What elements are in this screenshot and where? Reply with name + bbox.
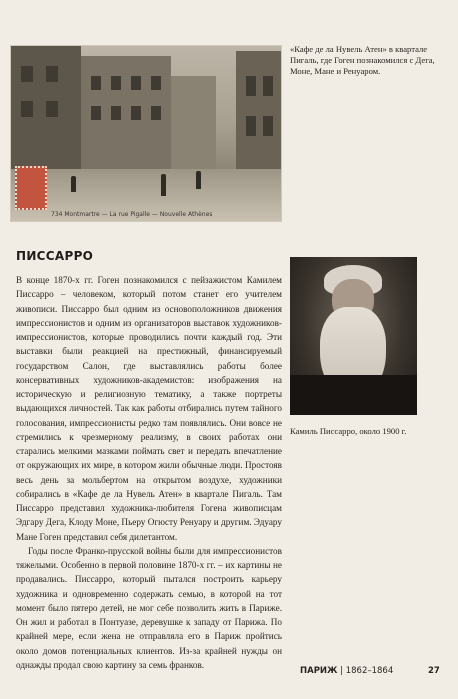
page-number: 27 xyxy=(428,666,440,676)
paragraph: В конце 1870-х гг. Гоген познакомился с пейзажистом Камилем Писсарро – человеком, который потом станет его учителем живописи. Писсарро был одним из основоположников движения импрессионистов и одним из организаторов выставок художников-импрессионистов, которые проводились почти каждый год. Эти выставки были реакцией на престижный, финансируемый государством Салон, где выставлялись работы более консервативных художников-академистов: изображения на историческую и религиозную тематику, а также портреты выдающихся личностей. Так как работы отбирались путем тайного голосования, импрессионисты редко там появлялись. Они вовсе не стремились к чрезмерному реализму, в своих работах они старались мелкими мазками поймать свет и передать впечатление от окружающих их мире, в котором жили обычные люди. Простояв весь день за мольбертом на открытом воздухе, художники собирались в «Кафе де ла Нувель Атен» в квартале Пигаль. Там Писсарро представил художника-любителя Гогена живописцам Эдгару Дега, Клоду Моне, Пьеру Огюсту Ренуару и другим. Эдуару Мане Гоген представил себя дилетантом. xyxy=(16,275,282,542)
postage-stamp xyxy=(15,166,47,210)
postcard-caption: 734 Montmartre — La rue Pigalle — Nouvelle Athènes xyxy=(51,211,213,218)
section-heading: ПИССАРРО xyxy=(16,249,94,263)
body-text xyxy=(16,273,282,672)
paragraph: Годы после Франко-прусской войны были для импрессионистов тяжелыми. Особенно в первой половине 1870-х гг. – их картины не продавались. Писсарро, который пытался построить карьеру художника и одновременно содержать семью, в которой на тот момент было пятеро детей, не мог себе позволить жить в Париже. Он жил и работал в Понтуазе, деревушке к западу от Парижа. По крайней мере, если жена не отправляла его в Париж пройтись около домов потенциальных клиентов. Из-за крайней нужды он однажды продал свою картину за семь франков. xyxy=(16,545,282,670)
footer-separator: | xyxy=(340,666,344,676)
top-photo-caption: «Кафе де ла Нувель Атен» в квартале Пигаль, где Гоген познакомился с Дега, Моне, Мане и Ренуаром. xyxy=(290,44,435,77)
pissarro-portrait-photo xyxy=(290,257,417,415)
portrait-caption: Камиль Писсарро, около 1900 г. xyxy=(290,426,407,436)
montmartre-postcard-photo xyxy=(10,45,282,222)
footer-section: ПАРИЖ xyxy=(300,666,338,676)
footer-years: 1862–1864 xyxy=(345,666,394,676)
running-footer xyxy=(300,666,393,676)
